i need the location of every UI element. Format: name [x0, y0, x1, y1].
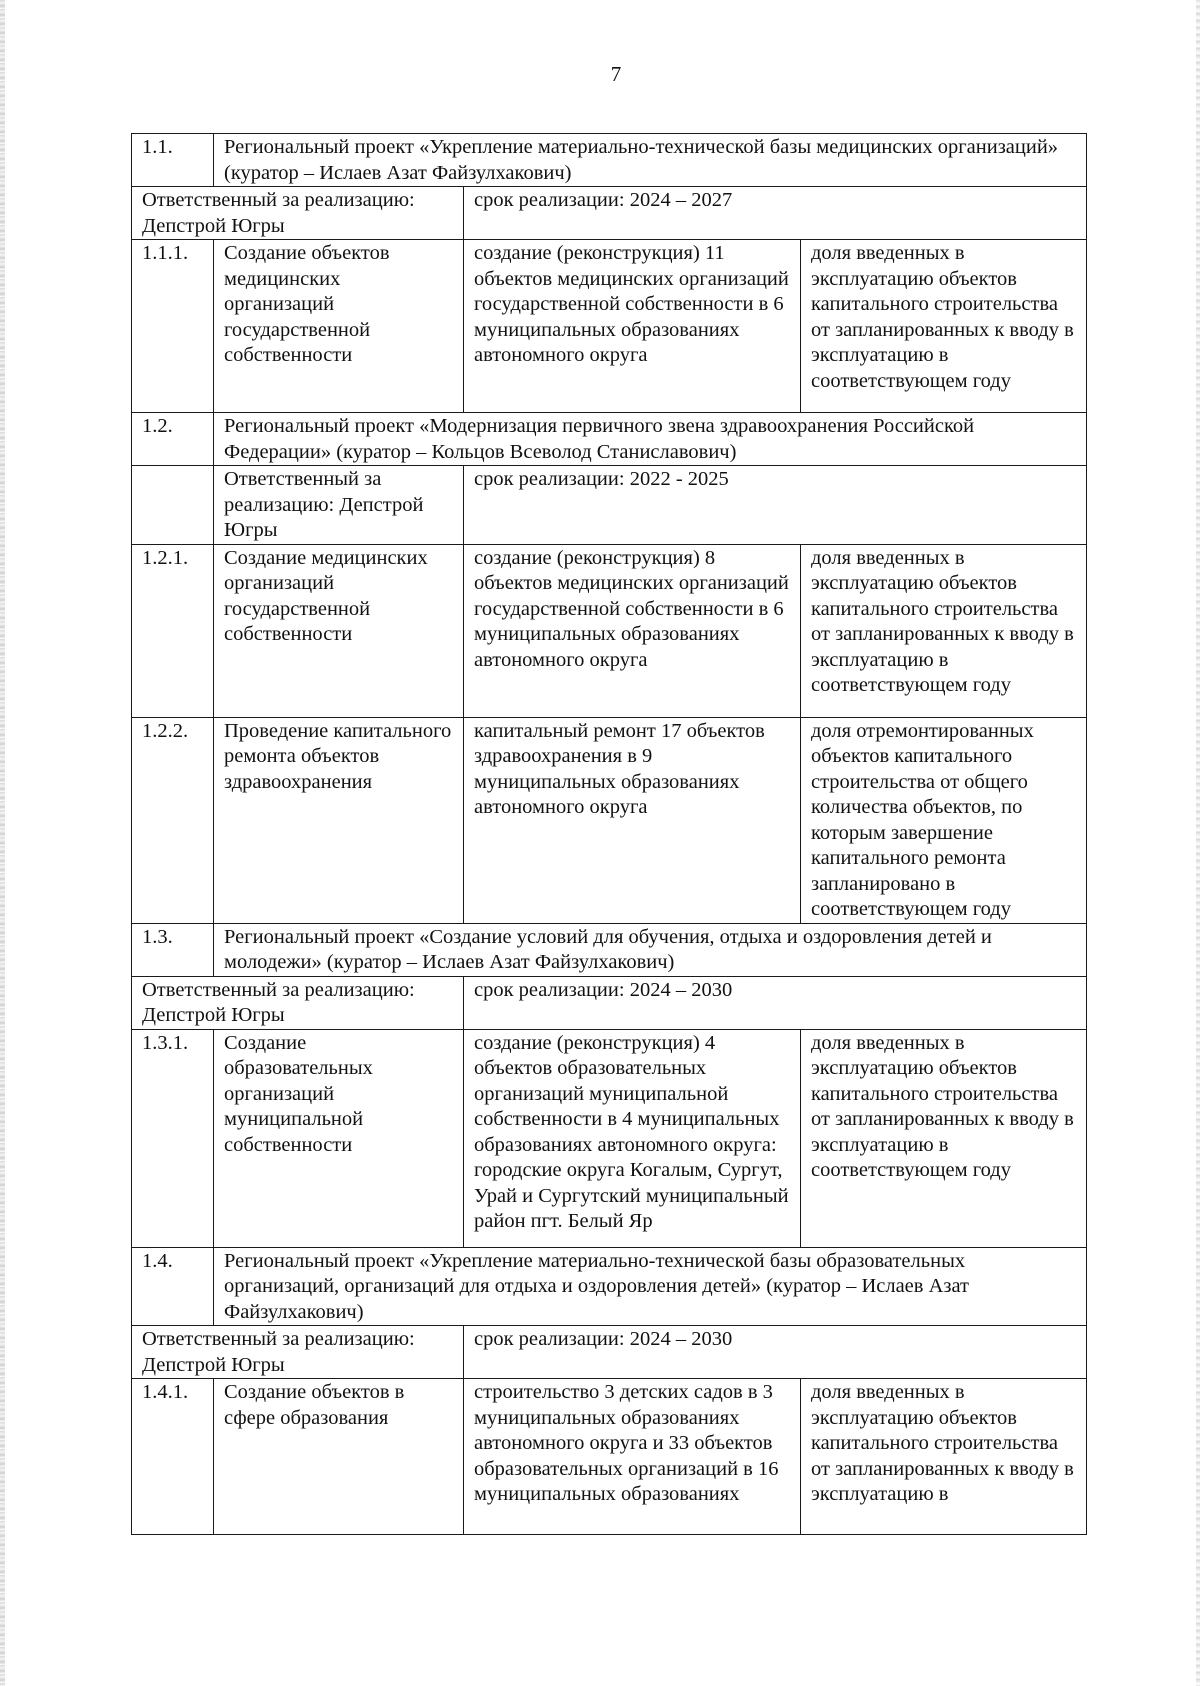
project-number: 1.3. — [132, 923, 214, 976]
responsible-cell: Ответственный за реализацию: Депстрой Югры — [132, 976, 464, 1029]
project-row-1-2 — [132, 413, 1087, 466]
responsible-row-1-3 — [132, 976, 1087, 1029]
task-result: строительство 3 детских садов в 3 муниципальных образованиях автономного округа и 33 объектов образовательных организаций в 16 муниципальных образованиях — [464, 1379, 801, 1535]
task-indicator: доля введенных в эксплуатацию объектов капитального строительства от запланированных к вводу в эксплуатацию в соответствующем году — [801, 240, 1087, 413]
task-name: Создание объектов медицинских организаций государственной собственности — [214, 240, 464, 413]
project-title: Региональный проект «Создание условий для обучения, отдыха и оздоровления детей и молодежи» (куратор – Ислаев Азат Файзулхакович) — [214, 923, 1087, 976]
scan-edge-right — [1196, 0, 1200, 1686]
term-cell: срок реализации: 2024 – 2030 — [464, 976, 1087, 1029]
project-number: 1.1. — [132, 134, 214, 187]
task-result: капитальный ремонт 17 объектов здравоохранения в 9 муниципальных образованиях автономного округа — [464, 717, 801, 923]
task-row-1-2-1 — [132, 544, 1087, 717]
task-indicator: доля отремонтированных объектов капитального строительства от общего количества объектов, по которым завершение капитального ремонта запланировано в соответствующем году — [801, 717, 1087, 923]
task-name: Создание образовательных организаций муниципальной собственности — [214, 1029, 464, 1247]
task-name: Создание объектов в сфере образования — [214, 1379, 464, 1535]
task-indicator: доля введенных в эксплуатацию объектов капитального строительства от запланированных к вводу в эксплуатацию в соответствующем году — [801, 1029, 1087, 1247]
responsible-row-1-4 — [132, 1326, 1087, 1379]
project-number: 1.2. — [132, 413, 214, 466]
project-row-1-1 — [132, 134, 1087, 187]
project-title: Региональный проект «Модернизация первичного звена здравоохранения Российской Федерации» (куратор – Кольцов Всеволод Станиславович) — [214, 413, 1087, 466]
task-name: Проведение капитального ремонта объектов здравоохранения — [214, 717, 464, 923]
project-number: 1.4. — [132, 1247, 214, 1326]
program-structure-table — [131, 133, 1087, 1535]
responsible-cell: Ответственный за реализацию: Депстрой Югры — [132, 187, 464, 240]
task-result: создание (реконструкция) 8 объектов медицинских организаций государственной собственности в 6 муниципальных образованиях автономного округа — [464, 544, 801, 717]
task-number: 1.3.1. — [132, 1029, 214, 1247]
task-number: 1.1.1. — [132, 240, 214, 413]
project-title: Региональный проект «Укрепление материально-технической базы медицинских организаций» (куратор – Ислаев Азат Файзулхакович) — [214, 134, 1087, 187]
term-cell: срок реализации: 2024 – 2030 — [464, 1326, 1087, 1379]
responsible-row-1-2 — [132, 466, 1087, 545]
task-number: 1.2.2. — [132, 717, 214, 923]
task-indicator: доля введенных в эксплуатацию объектов капитального строительства от запланированных к вводу в эксплуатацию в соответствующем году — [801, 544, 1087, 717]
task-row-1-1-1 — [132, 240, 1087, 413]
task-indicator: доля введенных в эксплуатацию объектов капитального строительства от запланированных к вводу в эксплуатацию в — [801, 1379, 1087, 1535]
task-result: создание (реконструкция) 11 объектов медицинских организаций государственной собственности в 6 муниципальных образованиях автономного округа — [464, 240, 801, 413]
empty-cell — [132, 466, 214, 545]
term-cell: срок реализации: 2024 – 2027 — [464, 187, 1087, 240]
task-row-1-2-2 — [132, 717, 1087, 923]
responsible-cell: Ответственный за реализацию: Депстрой Югры — [132, 1326, 464, 1379]
task-number: 1.2.1. — [132, 544, 214, 717]
responsible-cell: Ответственный за реализацию: Депстрой Югры — [214, 466, 464, 545]
task-row-1-3-1 — [132, 1029, 1087, 1247]
term-cell: срок реализации: 2022 - 2025 — [464, 466, 1087, 545]
project-row-1-4 — [132, 1247, 1087, 1326]
task-result: создание (реконструкция) 4 объектов образовательных организаций муниципальной собственности в 4 муниципальных образованиях автономного округа: городские округа Когалым, Сургут, Урай и Сургутский муниципальный район пгт. Белый Яр — [464, 1029, 801, 1247]
project-row-1-3 — [132, 923, 1087, 976]
task-number: 1.4.1. — [132, 1379, 214, 1535]
project-title: Региональный проект «Укрепление материально-технической базы образовательных организаций, организаций для отдыха и оздоровления детей» (куратор – Ислаев Азат Файзулхакович) — [214, 1247, 1087, 1326]
scan-edge-left — [0, 0, 5, 1686]
page-number: 7 — [610, 62, 622, 86]
responsible-row-1-1 — [132, 187, 1087, 240]
task-row-1-4-1 — [132, 1379, 1087, 1535]
task-name: Создание медицинских организаций государственной собственности — [214, 544, 464, 717]
